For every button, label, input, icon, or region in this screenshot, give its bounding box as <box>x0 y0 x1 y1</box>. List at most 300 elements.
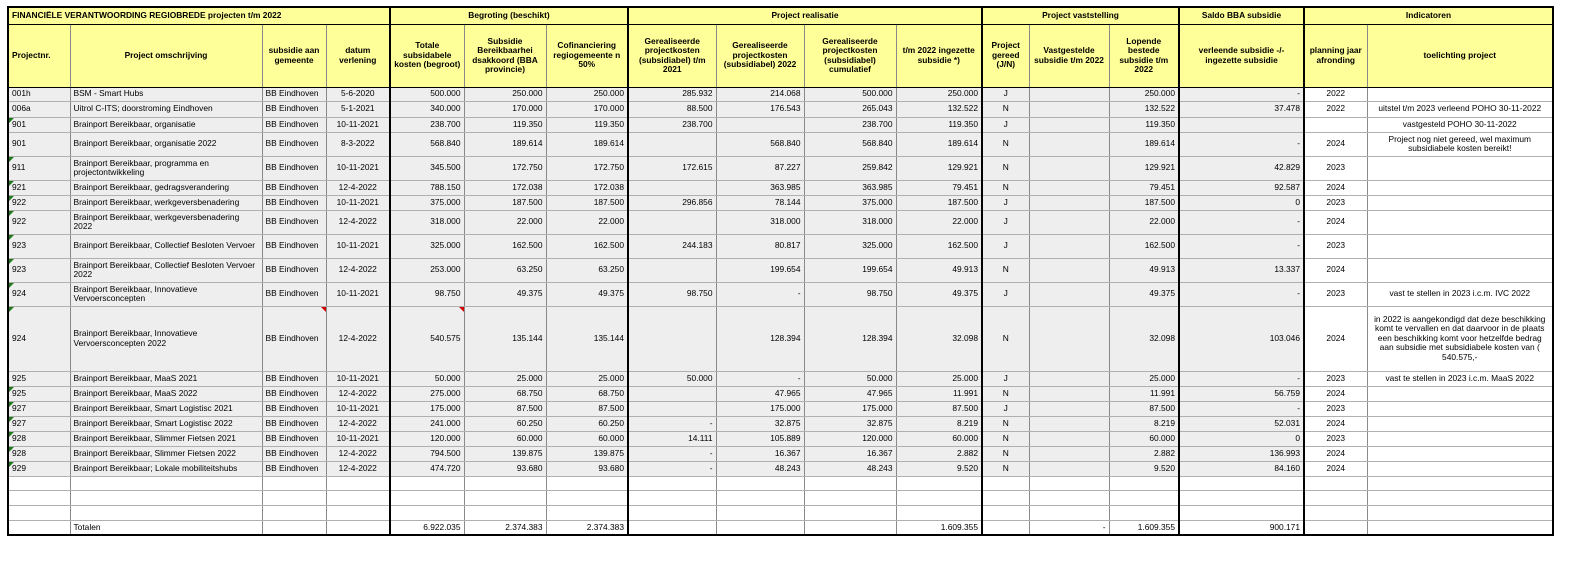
table-cell: 238.700 <box>804 117 896 132</box>
table-cell: N <box>982 416 1029 431</box>
empty-row <box>8 476 1553 490</box>
table-row <box>8 101 1553 117</box>
table-cell: 325.000 <box>390 234 464 258</box>
table-cell: 139.875 <box>464 446 546 461</box>
column-header: Subsidie Bereikbaarhei dsakkoord (BBA provincie) <box>464 24 546 87</box>
table-cell <box>1029 282 1109 306</box>
table-cell: 2024 <box>1304 306 1367 371</box>
table-cell: 98.750 <box>628 282 716 306</box>
table-cell <box>1029 416 1109 431</box>
table-cell: 60.250 <box>464 416 546 431</box>
table-cell: 50.000 <box>628 371 716 386</box>
table-cell <box>1029 210 1109 234</box>
table-row <box>8 401 1553 416</box>
table-cell: 5-1-2021 <box>326 101 390 117</box>
table-cell: BB Eindhoven <box>262 282 326 306</box>
table-cell: 12-4-2022 <box>326 306 390 371</box>
table-cell: 49.375 <box>546 282 628 306</box>
table-cell: 11.991 <box>1109 386 1179 401</box>
table-cell: 10-11-2021 <box>326 431 390 446</box>
table-cell: 2022 <box>1304 101 1367 117</box>
table-cell: BB Eindhoven <box>262 401 326 416</box>
table-cell: 49.913 <box>1109 258 1179 282</box>
table-cell: 25.000 <box>464 371 546 386</box>
table-cell: 10-11-2021 <box>326 371 390 386</box>
table-cell <box>1367 234 1553 258</box>
table-cell: N <box>982 461 1029 476</box>
table-cell: J <box>982 282 1029 306</box>
table-cell: BB Eindhoven <box>262 258 326 282</box>
table-cell: 189.614 <box>546 132 628 156</box>
table-cell: N <box>982 386 1029 401</box>
empty-cell <box>1179 490 1304 505</box>
table-cell: 49.375 <box>1109 282 1179 306</box>
table-cell: 170.000 <box>546 101 628 117</box>
table-cell <box>1029 306 1109 371</box>
table-cell: N <box>982 446 1029 461</box>
table-cell: 32.875 <box>804 416 896 431</box>
table-cell: 788.150 <box>390 180 464 195</box>
table-cell: - <box>1179 282 1304 306</box>
table-cell: 128.394 <box>716 306 804 371</box>
table-cell <box>1367 195 1553 210</box>
table-cell: 924 <box>8 282 70 306</box>
table-row <box>8 195 1553 210</box>
table-cell <box>628 132 716 156</box>
table-cell: BB Eindhoven <box>262 431 326 446</box>
table-cell: - <box>628 446 716 461</box>
table-cell: 135.144 <box>546 306 628 371</box>
table-cell: 10-11-2021 <box>326 156 390 180</box>
totals-cell: 2.374.383 <box>464 520 546 535</box>
table-cell: vast te stellen in 2023 i.c.m. IVC 2022 <box>1367 282 1553 306</box>
table-cell: 162.500 <box>464 234 546 258</box>
table-cell: 87.500 <box>546 401 628 416</box>
table-cell <box>1367 258 1553 282</box>
table-cell <box>1029 371 1109 386</box>
table-cell: 2023 <box>1304 401 1367 416</box>
column-header: subsidie aan gemeente <box>262 24 326 87</box>
table-cell: 60.000 <box>1109 431 1179 446</box>
table-cell: 2023 <box>1304 431 1367 446</box>
table-row <box>8 371 1553 386</box>
empty-cell <box>8 476 70 490</box>
table-cell: 79.451 <box>1109 180 1179 195</box>
column-header: Lopende bestede subsidie t/m 2022 <box>1109 24 1179 87</box>
group-realisatie: Project realisatie <box>628 7 982 24</box>
table-cell <box>1367 416 1553 431</box>
financial-table <box>7 6 1554 536</box>
table-cell: 172.038 <box>546 180 628 195</box>
table-cell: 132.522 <box>896 101 982 117</box>
table-cell: - <box>1179 210 1304 234</box>
empty-cell <box>628 505 716 520</box>
table-cell: 927 <box>8 416 70 431</box>
table-cell: 119.350 <box>464 117 546 132</box>
table-cell <box>1304 117 1367 132</box>
table-cell: 172.750 <box>546 156 628 180</box>
table-cell: 925 <box>8 386 70 401</box>
column-header: datum verlening <box>326 24 390 87</box>
empty-cell <box>70 490 262 505</box>
table-cell: 175.000 <box>716 401 804 416</box>
empty-cell <box>262 476 326 490</box>
table-cell: 925 <box>8 371 70 386</box>
table-cell <box>1367 431 1553 446</box>
table-cell: 363.985 <box>716 180 804 195</box>
table-cell: N <box>982 306 1029 371</box>
table-cell: Brainport Bereikbaar, MaaS 2022 <box>70 386 262 401</box>
totals-row <box>8 520 1553 535</box>
empty-cell <box>1109 490 1179 505</box>
table-cell: 47.965 <box>716 386 804 401</box>
table-cell: 120.000 <box>390 431 464 446</box>
table-cell: 2024 <box>1304 461 1367 476</box>
totals-cell <box>804 520 896 535</box>
table-cell: 8-3-2022 <box>326 132 390 156</box>
table-cell: 12-4-2022 <box>326 416 390 431</box>
table-cell: 60.250 <box>546 416 628 431</box>
table-cell: 103.046 <box>1179 306 1304 371</box>
table-cell: 60.000 <box>546 431 628 446</box>
table-cell: J <box>982 87 1029 101</box>
column-header: t/m 2022 ingezette subsidie *) <box>896 24 982 87</box>
empty-cell <box>464 505 546 520</box>
table-row <box>8 306 1553 371</box>
table-cell: 25.000 <box>896 371 982 386</box>
table-cell: 250.000 <box>1109 87 1179 101</box>
totals-cell: 2.374.383 <box>546 520 628 535</box>
table-cell: 12-4-2022 <box>326 386 390 401</box>
empty-cell <box>70 505 262 520</box>
table-cell: 238.700 <box>390 117 464 132</box>
table-row <box>8 416 1553 431</box>
table-cell: 52.031 <box>1179 416 1304 431</box>
table-cell: Brainport Bereikbaar, gedragsverandering <box>70 180 262 195</box>
table-cell: 500.000 <box>390 87 464 101</box>
empty-cell <box>896 505 982 520</box>
group-indicatoren: Indicatoren <box>1304 7 1553 24</box>
table-cell: 187.500 <box>546 195 628 210</box>
table-cell: J <box>982 401 1029 416</box>
empty-cell <box>8 505 70 520</box>
table-cell: 214.068 <box>716 87 804 101</box>
table-cell: Project nog niet gereed, wel maximum subsidiabele kosten bereikt! <box>1367 132 1553 156</box>
table-cell: 25.000 <box>546 371 628 386</box>
table-cell: 189.614 <box>896 132 982 156</box>
table-cell: 2023 <box>1304 282 1367 306</box>
totals-cell <box>8 520 70 535</box>
table-cell <box>1367 401 1553 416</box>
table-cell: 79.451 <box>896 180 982 195</box>
table-row <box>8 386 1553 401</box>
table-cell: Uitrol C-ITS; doorstroming Eindhoven <box>70 101 262 117</box>
empty-cell <box>804 505 896 520</box>
table-cell: 119.350 <box>1109 117 1179 132</box>
group-begroting: Begroting (beschikt) <box>390 7 628 24</box>
totals-cell <box>628 520 716 535</box>
table-cell: 921 <box>8 180 70 195</box>
table-cell: BB Eindhoven <box>262 210 326 234</box>
table-cell: N <box>982 431 1029 446</box>
table-row <box>8 87 1553 101</box>
table-cell: 47.965 <box>804 386 896 401</box>
table-cell: 2024 <box>1304 386 1367 401</box>
table-cell <box>1029 386 1109 401</box>
table-cell <box>1029 195 1109 210</box>
table-cell: 16.367 <box>716 446 804 461</box>
table-cell: BB Eindhoven <box>262 101 326 117</box>
table-row <box>8 282 1553 306</box>
table-cell: 189.614 <box>464 132 546 156</box>
table-row <box>8 180 1553 195</box>
table-row <box>8 132 1553 156</box>
table-cell: 60.000 <box>464 431 546 446</box>
table-cell: J <box>982 195 1029 210</box>
table-cell <box>628 386 716 401</box>
table-cell: 93.680 <box>464 461 546 476</box>
empty-cell <box>982 476 1029 490</box>
table-cell: 474.720 <box>390 461 464 476</box>
table-cell <box>1367 210 1553 234</box>
table-cell: 42.829 <box>1179 156 1304 180</box>
column-header: Projectnr. <box>8 24 70 87</box>
table-cell: 500.000 <box>804 87 896 101</box>
table-cell <box>1029 401 1109 416</box>
empty-cell <box>896 476 982 490</box>
table-cell: 129.921 <box>896 156 982 180</box>
table-cell: 2024 <box>1304 210 1367 234</box>
table-cell: 22.000 <box>464 210 546 234</box>
empty-cell <box>804 490 896 505</box>
table-cell: 139.875 <box>546 446 628 461</box>
empty-cell <box>628 490 716 505</box>
table-cell: 296.856 <box>628 195 716 210</box>
table-cell: 68.750 <box>546 386 628 401</box>
table-cell: 60.000 <box>896 431 982 446</box>
table-cell: 14.111 <box>628 431 716 446</box>
table-cell: 187.500 <box>464 195 546 210</box>
table-cell: Brainport Bereikbaar, organisatie 2022 <box>70 132 262 156</box>
table-cell <box>1029 446 1109 461</box>
table-cell: 49.375 <box>464 282 546 306</box>
empty-cell <box>716 490 804 505</box>
table-cell: 2024 <box>1304 416 1367 431</box>
table-cell: N <box>982 180 1029 195</box>
table-cell: 375.000 <box>390 195 464 210</box>
column-header: Project omschrijving <box>70 24 262 87</box>
table-cell: 22.000 <box>1109 210 1179 234</box>
table-cell: Brainport Bereikbaar, Slimmer Fietsen 2021 <box>70 431 262 446</box>
table-cell: Brainport Bereikbaar, Collectief Besloten Vervoer 2022 <box>70 258 262 282</box>
table-cell: 568.840 <box>390 132 464 156</box>
table-cell: 63.250 <box>546 258 628 282</box>
table-cell: 253.000 <box>390 258 464 282</box>
table-cell: 927 <box>8 401 70 416</box>
table-cell: 37.478 <box>1179 101 1304 117</box>
table-cell: 48.243 <box>804 461 896 476</box>
table-cell: 929 <box>8 461 70 476</box>
table-cell: 2.882 <box>896 446 982 461</box>
table-cell: 318.000 <box>804 210 896 234</box>
table-cell: 88.500 <box>628 101 716 117</box>
table-cell: 2.882 <box>1109 446 1179 461</box>
table-cell: uitstel t/m 2023 verleend POHO 30-11-2022 <box>1367 101 1553 117</box>
table-cell: in 2022 is aangekondigd dat deze beschikking komt te vervallen en dat daarvoor in de plaats een beschikking komt voor hetzelfde bedrag aan subsidie met subsidiabele kosten van ( 540.575,- <box>1367 306 1553 371</box>
empty-cell <box>1179 505 1304 520</box>
table-cell: Brainport Bereikbaar, Slimmer Fietsen 2022 <box>70 446 262 461</box>
table-cell <box>1029 132 1109 156</box>
empty-cell <box>8 490 70 505</box>
table-cell: 10-11-2021 <box>326 401 390 416</box>
column-header: Project gereed (J/N) <box>982 24 1029 87</box>
table-cell: 340.000 <box>390 101 464 117</box>
table-cell: 162.500 <box>546 234 628 258</box>
column-header: Gerealiseerde projectkosten (subsidiabel) cumulatief <box>804 24 896 87</box>
table-cell: 250.000 <box>896 87 982 101</box>
table-cell <box>628 306 716 371</box>
table-cell: 568.840 <box>716 132 804 156</box>
table-cell: 0 <box>1179 195 1304 210</box>
table-cell: BB Eindhoven <box>262 371 326 386</box>
empty-cell <box>546 476 628 490</box>
table-cell: 318.000 <box>716 210 804 234</box>
column-header: Gerealiseerde projectkosten (subsidiabel) t/m 2021 <box>628 24 716 87</box>
empty-cell <box>1304 490 1367 505</box>
table-cell: 794.500 <box>390 446 464 461</box>
empty-cell <box>896 490 982 505</box>
table-cell: Brainport Bereikbaar, werkgeversbenadering <box>70 195 262 210</box>
table-cell: 928 <box>8 431 70 446</box>
table-cell: 2023 <box>1304 156 1367 180</box>
table-cell: 9.520 <box>896 461 982 476</box>
table-cell: 162.500 <box>1109 234 1179 258</box>
table-cell <box>1367 156 1553 180</box>
table-cell: N <box>982 156 1029 180</box>
table-cell <box>1029 117 1109 132</box>
table-cell: Brainport Bereikbaar, werkgeversbenadering 2022 <box>70 210 262 234</box>
totals-cell <box>982 520 1029 535</box>
table-cell: 63.250 <box>464 258 546 282</box>
table-cell: vastgesteld POHO 30-11-2022 <box>1367 117 1553 132</box>
table-cell: 2024 <box>1304 180 1367 195</box>
empty-cell <box>326 505 390 520</box>
column-header: Vastgestelde subsidie t/m 2022 <box>1029 24 1109 87</box>
table-cell: 176.543 <box>716 101 804 117</box>
column-header: verleende subsidie -/- ingezette subsidie <box>1179 24 1304 87</box>
table-cell: vast te stellen in 2023 i.c.m. MaaS 2022 <box>1367 371 1553 386</box>
table-cell: Brainport Bereikbaar, organisatie <box>70 117 262 132</box>
table-cell: BB Eindhoven <box>262 306 326 371</box>
table-cell: J <box>982 117 1029 132</box>
table-cell <box>1367 87 1553 101</box>
table-cell <box>1029 156 1109 180</box>
table-cell: 172.750 <box>464 156 546 180</box>
table-cell: 199.654 <box>804 258 896 282</box>
table-cell: 175.000 <box>390 401 464 416</box>
table-cell: 924 <box>8 306 70 371</box>
table-cell: 87.227 <box>716 156 804 180</box>
empty-cell <box>464 490 546 505</box>
table-cell: 901 <box>8 132 70 156</box>
table-cell: 922 <box>8 210 70 234</box>
totals-cell <box>262 520 326 535</box>
empty-cell <box>1109 476 1179 490</box>
totals-cell <box>716 520 804 535</box>
table-row <box>8 461 1553 476</box>
table-cell: 901 <box>8 117 70 132</box>
table-cell: 68.750 <box>464 386 546 401</box>
column-header: toelichting project <box>1367 24 1553 87</box>
column-header: Gerealiseerde projectkosten (subsidiabel) 2022 <box>716 24 804 87</box>
totals-cell <box>326 520 390 535</box>
table-cell: 325.000 <box>804 234 896 258</box>
table-cell: 136.993 <box>1179 446 1304 461</box>
table-cell: 275.000 <box>390 386 464 401</box>
empty-cell <box>1029 476 1109 490</box>
empty-row <box>8 490 1553 505</box>
table-cell: 162.500 <box>896 234 982 258</box>
table-cell: 540.575 <box>390 306 464 371</box>
table-cell <box>628 210 716 234</box>
table-cell: 105.889 <box>716 431 804 446</box>
empty-cell <box>390 476 464 490</box>
table-cell: 12-4-2022 <box>326 210 390 234</box>
table-cell: Brainport Bereikbaar, Smart Logistisc 2022 <box>70 416 262 431</box>
table-cell: J <box>982 210 1029 234</box>
empty-cell <box>326 490 390 505</box>
table-cell: 87.500 <box>464 401 546 416</box>
table-cell: 32.098 <box>896 306 982 371</box>
column-header: Totale subsidabele kosten (begroot) <box>390 24 464 87</box>
table-row <box>8 117 1553 132</box>
table-cell <box>1029 258 1109 282</box>
table-cell: 119.350 <box>896 117 982 132</box>
table-cell: 49.913 <box>896 258 982 282</box>
table-cell: 172.038 <box>464 180 546 195</box>
table-cell <box>1029 101 1109 117</box>
table-cell: BB Eindhoven <box>262 461 326 476</box>
empty-cell <box>804 476 896 490</box>
table-cell: 10-11-2021 <box>326 234 390 258</box>
table-cell: 9.520 <box>1109 461 1179 476</box>
table-cell <box>1029 431 1109 446</box>
table-cell: 244.183 <box>628 234 716 258</box>
table-cell: 241.000 <box>390 416 464 431</box>
table-cell: 238.700 <box>628 117 716 132</box>
table-cell: 12-4-2022 <box>326 180 390 195</box>
table-cell: 32.875 <box>716 416 804 431</box>
table-cell: 32.098 <box>1109 306 1179 371</box>
empty-cell <box>546 505 628 520</box>
table-cell <box>1029 461 1109 476</box>
table-cell: 250.000 <box>464 87 546 101</box>
table-cell: 92.587 <box>1179 180 1304 195</box>
table-cell: 568.840 <box>804 132 896 156</box>
empty-cell <box>390 490 464 505</box>
table-cell: 12-4-2022 <box>326 446 390 461</box>
empty-cell <box>390 505 464 520</box>
empty-cell <box>628 476 716 490</box>
table-cell: 2023 <box>1304 371 1367 386</box>
table-cell: - <box>1179 87 1304 101</box>
column-header: planning jaar afronding <box>1304 24 1367 87</box>
table-cell: BB Eindhoven <box>262 132 326 156</box>
totals-cell: 900.171 <box>1179 520 1304 535</box>
table-cell: 129.921 <box>1109 156 1179 180</box>
empty-cell <box>716 505 804 520</box>
table-cell: 175.000 <box>804 401 896 416</box>
